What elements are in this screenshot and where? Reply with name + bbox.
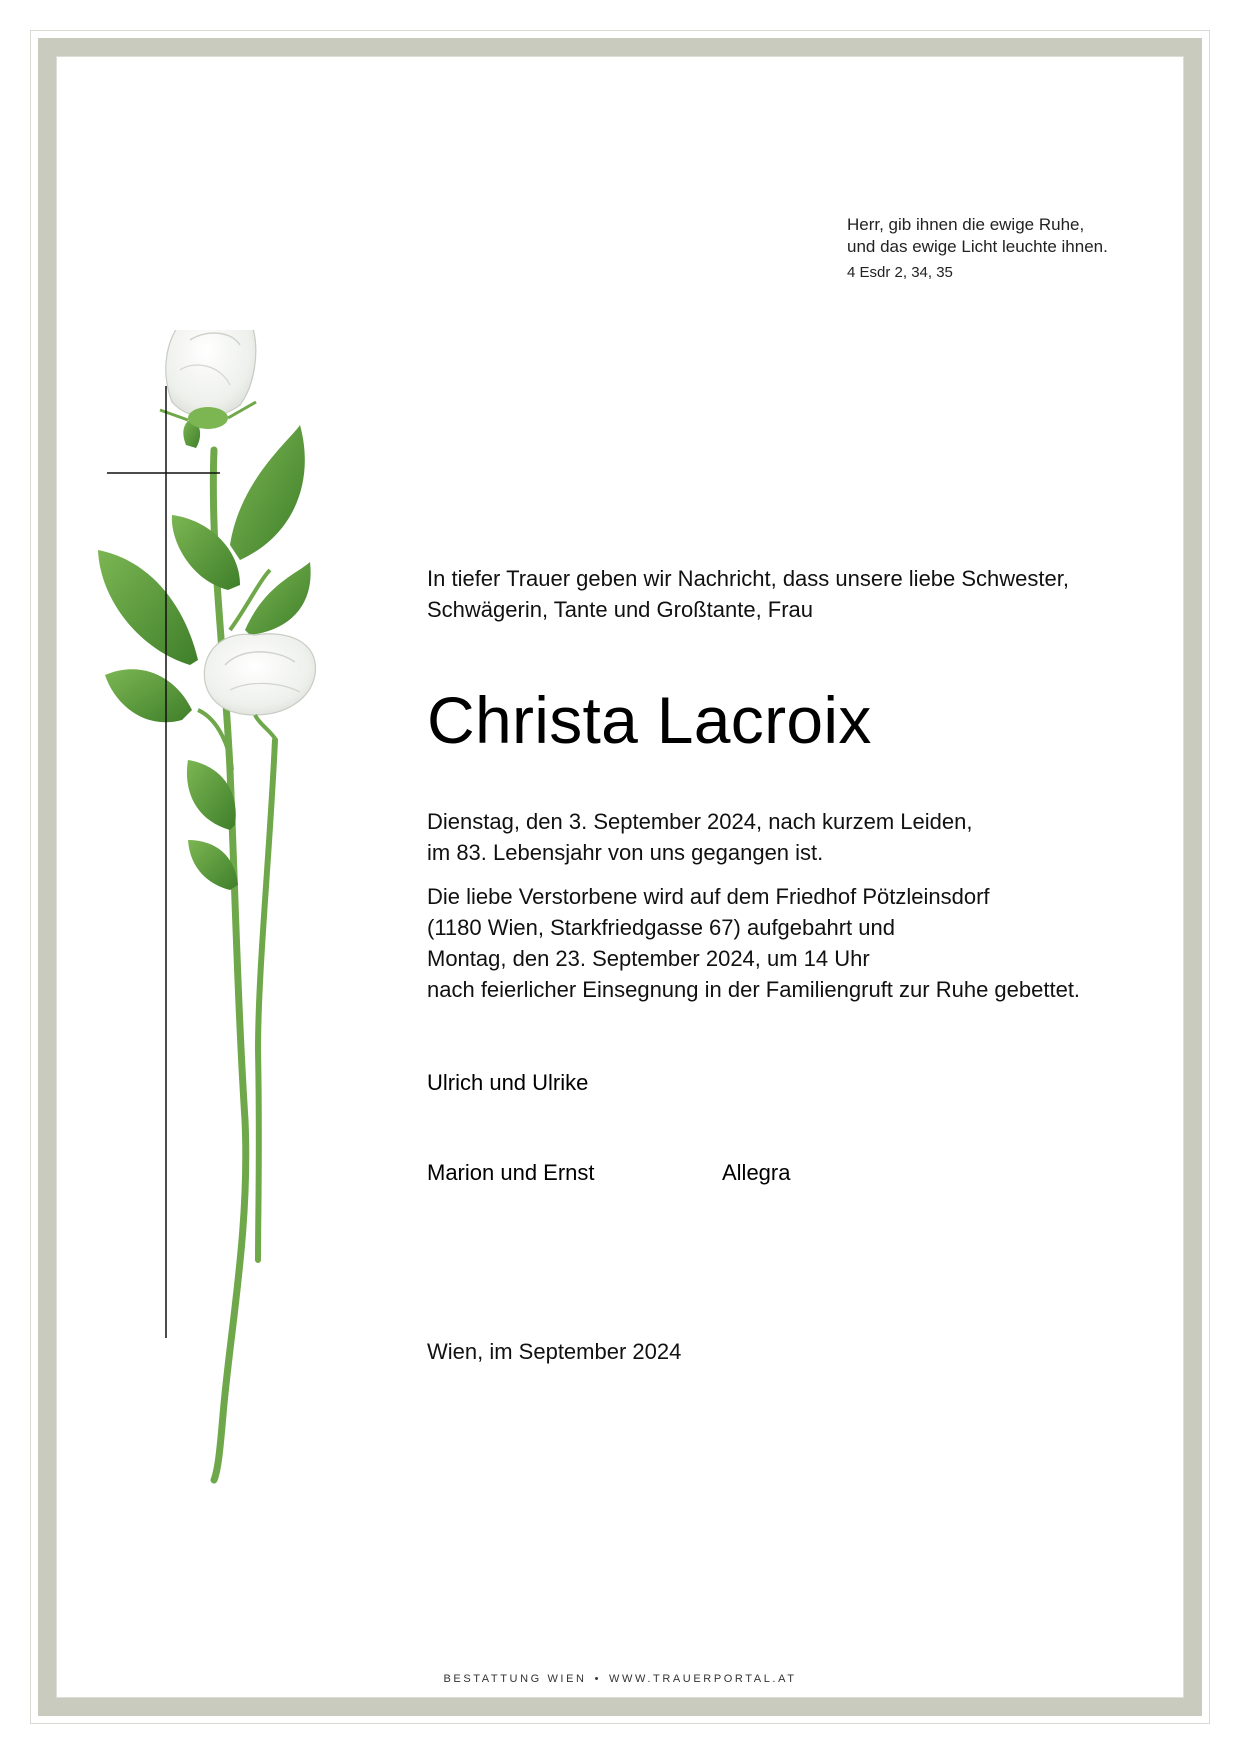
mourner-name: Allegra — [722, 1160, 791, 1185]
intro-line: Schwägerin, Tante und Großtante, Frau — [427, 597, 814, 622]
quote-line: und das ewige Licht leuchte ihnen. — [847, 237, 1108, 256]
mourner-name: Marion und Ernst — [427, 1160, 595, 1185]
place-and-date: Wien, im September 2024 — [427, 1339, 682, 1364]
lower-rose-bloom — [204, 634, 315, 740]
footer-website-link[interactable]: WWW.TRAUERPORTAL.AT — [609, 1673, 797, 1685]
death-notice — [427, 806, 972, 868]
bible-quote — [847, 214, 1177, 283]
quote-reference: 4 Esdr 2, 34, 35 — [847, 264, 953, 281]
white-rose-with-cross-illustration — [80, 330, 380, 1510]
death-notice-line: Dienstag, den 3. September 2024, nach kurzem Leiden, — [427, 809, 973, 834]
death-notice-line: im 83. Lebensjahr von uns gegangen ist. — [427, 840, 824, 865]
burial-notice — [427, 881, 1080, 1005]
intro-line: In tiefer Trauer geben wir Nachricht, dass unsere liebe Schwester, — [427, 566, 1069, 591]
mourner-name: Ulrich und Ulrike — [427, 1070, 589, 1095]
top-rose-bud — [160, 330, 256, 429]
burial-notice-line: (1180 Wien, Starkfriedgasse 67) aufgebahrt und — [427, 915, 895, 940]
burial-notice-line: Die liebe Verstorbene wird auf dem Friedhof Pötzleinsdorf — [427, 884, 990, 909]
deceased-name: Christa Lacroix — [427, 683, 872, 757]
burial-notice-line: nach feierlicher Einsegnung in der Familiengruft zur Ruhe gebettet. — [427, 977, 1081, 1002]
quote-line: Herr, gib ihnen die ewige Ruhe, — [847, 215, 1085, 234]
footer-company: BESTATTUNG WIEN — [443, 1673, 587, 1685]
burial-notice-line: Montag, den 23. September 2024, um 14 Uhr — [427, 946, 870, 971]
footer-separator: • — [594, 1673, 602, 1685]
intro-text — [427, 563, 1069, 625]
footer-credit — [0, 1673, 1240, 1685]
